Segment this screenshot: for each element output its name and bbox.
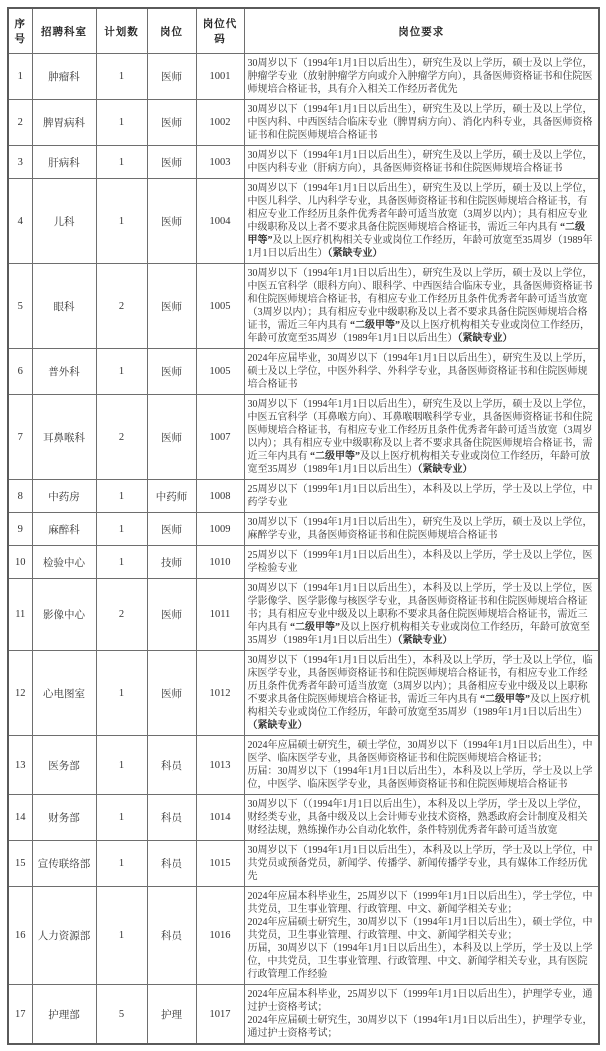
requirement-text: 30周岁以下（（1994年1月1日以后出生），本科及以上学历，学士及以上学位，财经类专业，具备中级及以上会计师专业技术资格，熟悉政府会计制度及相关财经法规，熟练操作办公自动化软件，条件特别优秀者年龄可适当放宽 bbox=[247, 799, 588, 836]
requirements-cell bbox=[244, 546, 599, 579]
requirement-paragraph bbox=[248, 844, 595, 883]
table-row bbox=[8, 841, 599, 887]
serial-cell: 6 bbox=[8, 349, 32, 395]
department-cell: 肝病科 bbox=[32, 146, 96, 179]
serial-cell: 8 bbox=[8, 480, 32, 513]
serial-cell: 2 bbox=[8, 100, 32, 146]
requirements-cell bbox=[244, 579, 599, 651]
requirement-text-bold: “二级甲等” bbox=[310, 451, 360, 462]
requirement-text: 2024年应届毕业，30周岁以下（1994年1月1日以后出生），研究生及以上学历，硕士及以上学位，中医外科学、外科学专业，具备医师资格证书和住院医师规培合格证书 bbox=[247, 353, 593, 390]
position-cell: 医师 bbox=[147, 395, 196, 480]
requirement-paragraph bbox=[248, 549, 595, 575]
position-cell: 科员 bbox=[147, 887, 196, 985]
requirement-text-bold: “二级甲等” bbox=[290, 622, 340, 633]
code-cell: 1017 bbox=[196, 985, 244, 1045]
quota-cell: 2 bbox=[96, 264, 147, 349]
code-cell: 1016 bbox=[196, 887, 244, 985]
position-cell: 中药师 bbox=[147, 480, 196, 513]
requirement-paragraph bbox=[248, 182, 595, 260]
code-cell: 1007 bbox=[196, 395, 244, 480]
table-row bbox=[8, 795, 599, 841]
code-cell: 1008 bbox=[196, 480, 244, 513]
quota-cell: 1 bbox=[96, 651, 147, 736]
position-cell: 科员 bbox=[147, 841, 196, 887]
requirements-cell bbox=[244, 841, 599, 887]
requirement-text-bold: （紧缺专业） bbox=[327, 248, 383, 259]
table-row bbox=[8, 179, 599, 264]
requirement-paragraph bbox=[248, 352, 595, 391]
requirement-text: 及以上医疗机构相关专业或岗位工作经历，年龄可放宽至35周岁（1989年1月1日以后出生） bbox=[247, 320, 590, 344]
position-cell: 科员 bbox=[147, 795, 196, 841]
requirements-cell bbox=[244, 395, 599, 480]
requirement-text: 历届：30周岁以下（1994年1月1日以后出生），本科及以上学历，学士及以上学位，中医学、临床医学专业，具备医师资格证书和住院医师规培合格证书 bbox=[247, 766, 593, 790]
quota-cell: 1 bbox=[96, 841, 147, 887]
header-row bbox=[8, 8, 599, 54]
requirement-text: 2024年应届硕士研究生，硕士学位，30周岁以下（1994年1月1日以后出生），中医学、临床医学专业，具备医师资格证书和住院医师规培合格证书； bbox=[247, 740, 593, 764]
table-row bbox=[8, 887, 599, 985]
requirement-text: 30周岁以下（1994年1月1日以后出生），本科及以上学历，学士及以上学位，医学影像学、医学影像与核医学专业，具备医师资格证书和住院医师规培合格证书；具有相应专业中级及以上职称不要求具备住院医师规培合格证书，需近三年内具有 bbox=[247, 583, 593, 633]
serial-cell: 7 bbox=[8, 395, 32, 480]
requirement-paragraph bbox=[248, 739, 595, 765]
requirement-paragraph bbox=[248, 398, 595, 476]
requirement-text: 2024年应届硕士研究生，30周岁以下（1994年1月1日以后出生），护理学专业，通过护士资格考试； bbox=[247, 1015, 593, 1039]
requirement-text: 及以上医疗机构相关专业或岗位工作经历，年龄可放宽至35周岁（1989年1月1日以后出生） bbox=[247, 694, 590, 718]
serial-cell: 15 bbox=[8, 841, 32, 887]
quota-cell: 1 bbox=[96, 349, 147, 395]
requirement-paragraph bbox=[248, 483, 595, 509]
table-row bbox=[8, 546, 599, 579]
table-row bbox=[8, 395, 599, 480]
requirement-text: 30周岁以下（1994年1月1日以后出生），研究生及以上学历，硕士及以上学位，中医内科、中西医结合临床专业（脾胃病方向）、消化内科专业，具备医师资格证书和住院医师规培合格证书 bbox=[247, 104, 593, 141]
requirement-paragraph bbox=[248, 516, 595, 542]
department-cell: 财务部 bbox=[32, 795, 96, 841]
requirement-paragraph bbox=[248, 916, 595, 942]
department-cell: 麻醉科 bbox=[32, 513, 96, 546]
position-cell: 医师 bbox=[147, 54, 196, 100]
requirement-paragraph bbox=[248, 798, 595, 837]
requirements-cell bbox=[244, 513, 599, 546]
serial-cell: 17 bbox=[8, 985, 32, 1045]
requirements-cell bbox=[244, 887, 599, 985]
requirement-paragraph bbox=[248, 149, 595, 175]
table-row bbox=[8, 264, 599, 349]
col-header-quota: 计划数 bbox=[96, 8, 147, 54]
requirements-cell bbox=[244, 349, 599, 395]
position-cell: 医师 bbox=[147, 146, 196, 179]
code-cell: 1015 bbox=[196, 841, 244, 887]
department-cell: 宣传联络部 bbox=[32, 841, 96, 887]
requirements-cell bbox=[244, 146, 599, 179]
requirement-text: 及以上医疗机构相关专业或岗位工作经历，年龄可放宽至35周岁（1989年1月1日以后出生） bbox=[247, 451, 590, 475]
code-cell: 1005 bbox=[196, 349, 244, 395]
serial-cell: 1 bbox=[8, 54, 32, 100]
department-cell: 影像中心 bbox=[32, 579, 96, 651]
code-cell: 1010 bbox=[196, 546, 244, 579]
col-header-position: 岗位 bbox=[147, 8, 196, 54]
serial-cell: 16 bbox=[8, 887, 32, 985]
position-cell: 医师 bbox=[147, 179, 196, 264]
table-header bbox=[8, 8, 599, 54]
requirement-text: 及以上医疗机构相关专业或岗位工作经历，年龄可放宽至35周岁（1989年1月1日以后出生） bbox=[247, 622, 590, 646]
requirement-paragraph bbox=[248, 57, 595, 96]
quota-cell: 1 bbox=[96, 100, 147, 146]
requirements-cell bbox=[244, 100, 599, 146]
requirement-text: 2024年应届本科毕业生，25周岁以下（1999年1月1日以后出生），学士学位，中共党员，卫生事业管理、行政管理、中文、新闻学相关专业； bbox=[247, 891, 593, 915]
table-row bbox=[8, 146, 599, 179]
requirement-paragraph bbox=[248, 988, 595, 1014]
serial-cell: 14 bbox=[8, 795, 32, 841]
requirements-cell bbox=[244, 179, 599, 264]
requirement-paragraph bbox=[248, 890, 595, 916]
requirement-text: 历届，30周岁以下（1994年1月1日以后出生），本科及以上学历，学士及以上学位，中共党员，卫生事业管理、行政管理、中文、新闻学相关专业，具有医院行政管理工作经验 bbox=[247, 943, 593, 980]
table-row bbox=[8, 100, 599, 146]
serial-cell: 11 bbox=[8, 579, 32, 651]
position-cell: 医师 bbox=[147, 349, 196, 395]
col-header-requirements: 岗位要求 bbox=[244, 8, 599, 54]
table-row bbox=[8, 651, 599, 736]
col-header-department: 招聘科室 bbox=[32, 8, 96, 54]
table-row bbox=[8, 513, 599, 546]
requirement-text: 30周岁以下（1994年1月1日以后出生），研究生及以上学历，硕士及以上学位，中医五官科学（耳鼻喉方向）、耳鼻喉咽喉科学专业，具备医师资格证书和住院医师规培合格证书，有相应专业工作经历且条件优秀者年龄可适当放宽（3周岁以内）；具有相应专业中级职称及以上者不要求具备住院医师规培合格证书，需近三年内具有 bbox=[247, 399, 593, 462]
position-cell: 医师 bbox=[147, 513, 196, 546]
requirements-cell bbox=[244, 264, 599, 349]
serial-cell: 12 bbox=[8, 651, 32, 736]
col-header-code: 岗位代码 bbox=[196, 8, 244, 54]
position-cell: 医师 bbox=[147, 100, 196, 146]
requirements-cell bbox=[244, 736, 599, 795]
requirement-text: 25周岁以下（1999年1月1日以后出生），本科及以上学历，学士及以上学位，医学检验专业 bbox=[247, 550, 593, 574]
department-cell: 耳鼻喉科 bbox=[32, 395, 96, 480]
quota-cell: 2 bbox=[96, 579, 147, 651]
serial-cell: 3 bbox=[8, 146, 32, 179]
table-body bbox=[8, 54, 599, 1045]
code-cell: 1011 bbox=[196, 579, 244, 651]
table-row bbox=[8, 54, 599, 100]
code-cell: 1014 bbox=[196, 795, 244, 841]
department-cell: 儿科 bbox=[32, 179, 96, 264]
requirement-text: 25周岁以下（1999年1月1日以后出生），本科及以上学历，学士及以上学位，中药学专业 bbox=[247, 484, 593, 508]
quota-cell: 1 bbox=[96, 546, 147, 579]
quota-cell: 2 bbox=[96, 395, 147, 480]
table-row bbox=[8, 736, 599, 795]
quota-cell: 1 bbox=[96, 179, 147, 264]
department-cell: 中药房 bbox=[32, 480, 96, 513]
requirement-paragraph bbox=[248, 654, 595, 732]
code-cell: 1013 bbox=[196, 736, 244, 795]
requirement-text: 及以上医疗机构相关专业或岗位工作经历，年龄可放宽至35周岁（1989年1月1日以后出生） bbox=[247, 235, 593, 259]
department-cell: 肿瘤科 bbox=[32, 54, 96, 100]
department-cell: 普外科 bbox=[32, 349, 96, 395]
department-cell: 医务部 bbox=[32, 736, 96, 795]
col-header-serial: 序号 bbox=[8, 8, 32, 54]
table-row bbox=[8, 480, 599, 513]
requirement-text-bold: （紧缺专业） bbox=[247, 720, 308, 731]
position-cell: 护理 bbox=[147, 985, 196, 1045]
requirement-text: 2024年应届本科毕业，25周岁以下（1999年1月1日以后出生），护理学专业，通过护士资格考试； bbox=[247, 989, 593, 1013]
quota-cell: 1 bbox=[96, 513, 147, 546]
serial-cell: 13 bbox=[8, 736, 32, 795]
requirement-paragraph bbox=[248, 582, 595, 647]
requirement-text: 30周岁以下（1994年1月1日以后出生），本科及以上学历，学士及以上学位，临床医学专业，具备医师资格证书和住院医师规培合格证书，有相应专业工作经历且条件优秀者年龄可适当放宽（3周岁以内）；具备相应专业中级及以上职称不要求具备住院医师规培合格证书，需近三年内具有 bbox=[247, 655, 593, 705]
requirements-cell bbox=[244, 54, 599, 100]
quota-cell: 1 bbox=[96, 795, 147, 841]
position-cell: 医师 bbox=[147, 651, 196, 736]
department-cell: 脾胃病科 bbox=[32, 100, 96, 146]
quota-cell: 1 bbox=[96, 736, 147, 795]
serial-cell: 5 bbox=[8, 264, 32, 349]
quota-cell: 1 bbox=[96, 54, 147, 100]
code-cell: 1003 bbox=[196, 146, 244, 179]
position-cell: 医师 bbox=[147, 579, 196, 651]
requirement-paragraph bbox=[248, 1014, 595, 1040]
position-cell: 医师 bbox=[147, 264, 196, 349]
requirements-cell bbox=[244, 480, 599, 513]
requirements-cell bbox=[244, 651, 599, 736]
table-row bbox=[8, 985, 599, 1045]
position-cell: 技师 bbox=[147, 546, 196, 579]
department-cell: 心电图室 bbox=[32, 651, 96, 736]
requirement-text-bold: “二级甲等” bbox=[350, 320, 400, 331]
requirements-cell bbox=[244, 985, 599, 1045]
requirement-paragraph bbox=[248, 103, 595, 142]
table-row bbox=[8, 579, 599, 651]
requirement-paragraph bbox=[248, 267, 595, 345]
requirement-paragraph bbox=[248, 765, 595, 791]
code-cell: 1009 bbox=[196, 513, 244, 546]
department-cell: 护理部 bbox=[32, 985, 96, 1045]
requirement-text-bold: “二级甲等” bbox=[247, 222, 585, 246]
requirements-cell bbox=[244, 795, 599, 841]
department-cell: 眼科 bbox=[32, 264, 96, 349]
code-cell: 1004 bbox=[196, 179, 244, 264]
requirement-text: 30周岁以下（1994年1月1日以后出生），研究生及以上学历，硕士及以上学位，中医五官科学（眼科方向）、眼科学、中西医结合临床专业，具备医师资格证书和住院医师规培合格证书，有相应专业工作经历且条件优秀者年龄可适当放宽（3周岁以内）；具有相应专业中级职称及以上者不要求具备住院医师规培合格证书，需近三年内具有 bbox=[247, 268, 593, 331]
table-row bbox=[8, 349, 599, 395]
code-cell: 1012 bbox=[196, 651, 244, 736]
requirement-text-bold: （紧缺专业） bbox=[417, 464, 473, 475]
requirement-text: 30周岁以下（1994年1月1日以后出生），本科及以上学历，学士及以上学位，中共党员或预备党员，新闻学、传播学、新闻传播学专业，具有媒体工作经历优先 bbox=[247, 845, 593, 882]
requirement-paragraph bbox=[248, 942, 595, 981]
department-cell: 人力资源部 bbox=[32, 887, 96, 985]
serial-cell: 4 bbox=[8, 179, 32, 264]
requirement-text: 30周岁以下（1994年1月1日以后出生），研究生及以上学历，硕士及以上学位，中医内科专业（肝病方向），具备医师资格证书和住院医师规培合格证书 bbox=[247, 150, 593, 174]
requirement-text: 30周岁以下（1994年1月1日以后出生），研究生及以上学历，硕士及以上学位，麻醉学专业，具备医师资格证书和住院医师规培合格证书 bbox=[247, 517, 593, 541]
department-cell: 检验中心 bbox=[32, 546, 96, 579]
quota-cell: 1 bbox=[96, 146, 147, 179]
requirement-text-bold: “二级甲等” bbox=[480, 694, 530, 705]
requirement-text-bold: （紧缺专业） bbox=[457, 333, 513, 344]
code-cell: 1001 bbox=[196, 54, 244, 100]
quota-cell: 1 bbox=[96, 887, 147, 985]
position-cell: 科员 bbox=[147, 736, 196, 795]
requirement-text: 2024年应届硕士研究生，30周岁以下（1994年1月1日以后出生），硕士学位，中共党员，卫生事业管理、行政管理、中文、新闻学相关专业； bbox=[247, 917, 593, 941]
quota-cell: 5 bbox=[96, 985, 147, 1045]
requirement-text: 30周岁以下（1994年1月1日以后出生），研究生及以上学历，硕士及以上学位，肿瘤学专业（放射肿瘤学方向或介入肿瘤学方向），具备医师资格证书和住院医师规培合格证书，具有介入相关工作经历者优先 bbox=[247, 58, 593, 95]
quota-cell: 1 bbox=[96, 480, 147, 513]
code-cell: 1005 bbox=[196, 264, 244, 349]
code-cell: 1002 bbox=[196, 100, 244, 146]
requirement-text-bold: （紧缺专业） bbox=[397, 635, 453, 646]
serial-cell: 9 bbox=[8, 513, 32, 546]
requirement-text: 30周岁以下（1994年1月1日以后出生），研究生及以上学历，硕士及以上学位，中医儿科学、儿内科学专业，具备医师资格证书和住院医师规培合格证书，有相应专业工作经历且条件优秀者年龄可适当放宽（3周岁以内）；具有相应专业中级职称及以上者不要求具备住院医师规培合格证书，需近三年内具有 bbox=[247, 183, 593, 233]
serial-cell: 10 bbox=[8, 546, 32, 579]
recruitment-table bbox=[7, 7, 600, 1045]
